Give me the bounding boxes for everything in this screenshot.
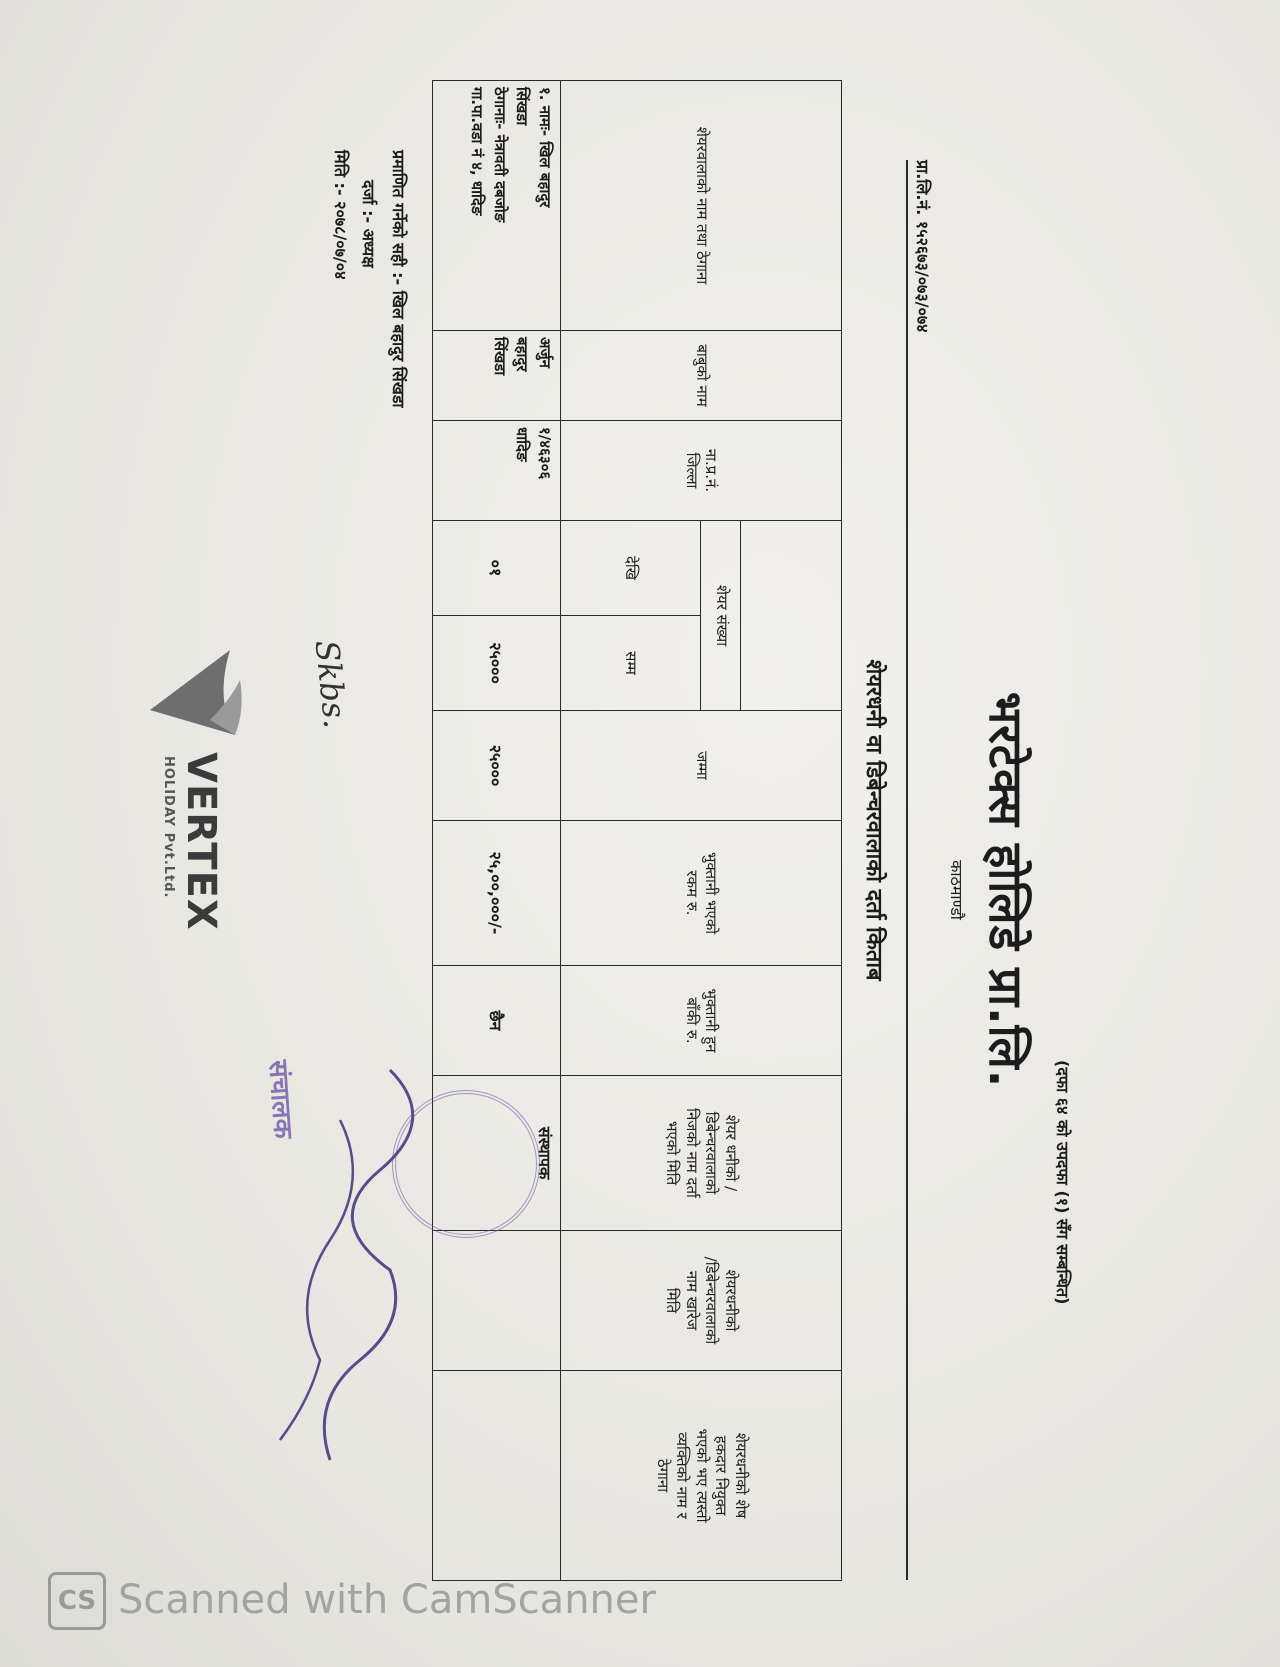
cell-citizenship <box>433 421 561 521</box>
document-title: शेयरधनी वा डिबेन्चरवालाको दर्ता किताब <box>861 659 886 981</box>
header-registered-line: शेयर धनीको / <box>722 1114 740 1192</box>
header-registered-line: निजको नाम दर्ता <box>683 1108 701 1198</box>
header-struck-off-line: नाम खारेज <box>683 1270 701 1331</box>
header-unpaid-line: बाँकी रु. <box>683 997 701 1044</box>
logo-name: VERTEX <box>178 752 224 931</box>
table-row <box>433 81 561 1581</box>
cell-total: २५००० <box>433 711 561 821</box>
certifier-post-line: दर्जा :- अध्यक्ष <box>359 180 378 268</box>
header-to: सम्म <box>561 616 701 711</box>
register-table <box>432 80 842 1581</box>
header-struck-off <box>561 1231 842 1371</box>
header-rule <box>906 160 908 1580</box>
header-share-count-group <box>561 521 842 711</box>
header-paid <box>561 821 842 966</box>
holder-line: सिंखडा <box>513 87 532 126</box>
header-unpaid-line: भुक्तानी हुन <box>702 988 721 1053</box>
cell-father <box>433 331 561 421</box>
camscanner-badge-icon: CS <box>48 1572 106 1630</box>
father-line: अर्जुन <box>536 337 554 368</box>
holder-line: गा.पा.वडा नं ४, धादिङ <box>468 87 487 216</box>
header-registered-line: भएको मिति <box>663 1120 682 1186</box>
header-heir-line: भएको भए त्यस्तो <box>692 1428 711 1523</box>
cell-to: २५००० <box>433 616 561 711</box>
cell-paid: २५,००,०००/- <box>433 821 561 966</box>
header-paid-line: भुक्तानी भएको <box>702 851 721 935</box>
header-heir-line: व्यक्तिको नाम र <box>673 1432 692 1519</box>
header-paid-line: रकम रु. <box>683 870 701 916</box>
header-struck-off-line: /डिबेन्चरवालाको <box>702 1256 721 1345</box>
cell-heir <box>433 1371 561 1581</box>
rotated-document <box>0 40 1130 1630</box>
header-citizenship-line: ना.प्र.नं. <box>702 448 721 493</box>
header-holder: शेयरवालाको नाम तथा ठेगाना <box>561 81 842 331</box>
holder-line: १. नामः- खिल बहादुर <box>536 87 554 208</box>
header-heir-line: ठेगाना <box>653 1458 672 1493</box>
header-citizenship-line: जिल्ला <box>683 452 701 489</box>
citizenship-line: १/४६३०६ <box>536 427 554 480</box>
company-name: भरटेक्स होलिडे प्रा.लि. <box>979 691 1033 1089</box>
section-note: (दफा ६४ को उपदफा (१) सँग सम्बन्धित) <box>1053 1060 1072 1305</box>
header-heir-line: हकदार नियुक्त <box>712 1435 731 1516</box>
registration-number: प्रा.लि.नं. १५२६७३/०७३/०७४ <box>913 160 932 333</box>
handwritten-signature: Skbs. <box>307 638 355 731</box>
header-struck-off-line: शेयरधनीको <box>722 1269 740 1332</box>
header-unpaid <box>561 966 842 1076</box>
header-citizenship <box>561 421 842 521</box>
cell-unpaid: छैन <box>433 966 561 1076</box>
header-father: बाबुको नाम <box>561 331 842 421</box>
header-from: देखि <box>561 521 701 616</box>
father-line: बहादुर <box>513 337 532 372</box>
cell-registered: संस्थापक <box>433 1076 561 1231</box>
holder-line: ठेगानाः- नेत्रावती दबजोङ <box>491 87 509 223</box>
citizenship-line: धादिङ <box>513 427 532 462</box>
cell-holder <box>433 81 561 331</box>
header-struck-off-line: मिति <box>663 1287 682 1314</box>
header-share-count: शेयर संख्या <box>701 521 741 710</box>
header-heir-line: शेयरधनीको शेष <box>731 1432 750 1519</box>
cell-from: ०१ <box>433 521 561 616</box>
header-registered <box>561 1076 842 1231</box>
header-registered-line: डिबेन्चरवालाको <box>702 1111 721 1195</box>
certifier-signature-line: प्रमाणित गर्नेको सही :- खिल बहादुर सिंखडा <box>389 150 408 408</box>
logo-subtitle: HOLIDAY Pvt.Ltd. <box>161 756 176 899</box>
cell-struck-off <box>433 1231 561 1371</box>
camscanner-watermark: Scanned with CamScanner <box>118 1577 656 1623</box>
company-city: काठमाण्डौ <box>947 860 966 920</box>
father-line: सिंखडा <box>491 337 509 376</box>
stamp-text: संचालक <box>262 1059 298 1140</box>
header-heir <box>561 1371 842 1581</box>
header-total: जम्मा <box>561 711 842 821</box>
certification-date-line: मिति :- २०७८/०७/०४ <box>331 150 350 280</box>
